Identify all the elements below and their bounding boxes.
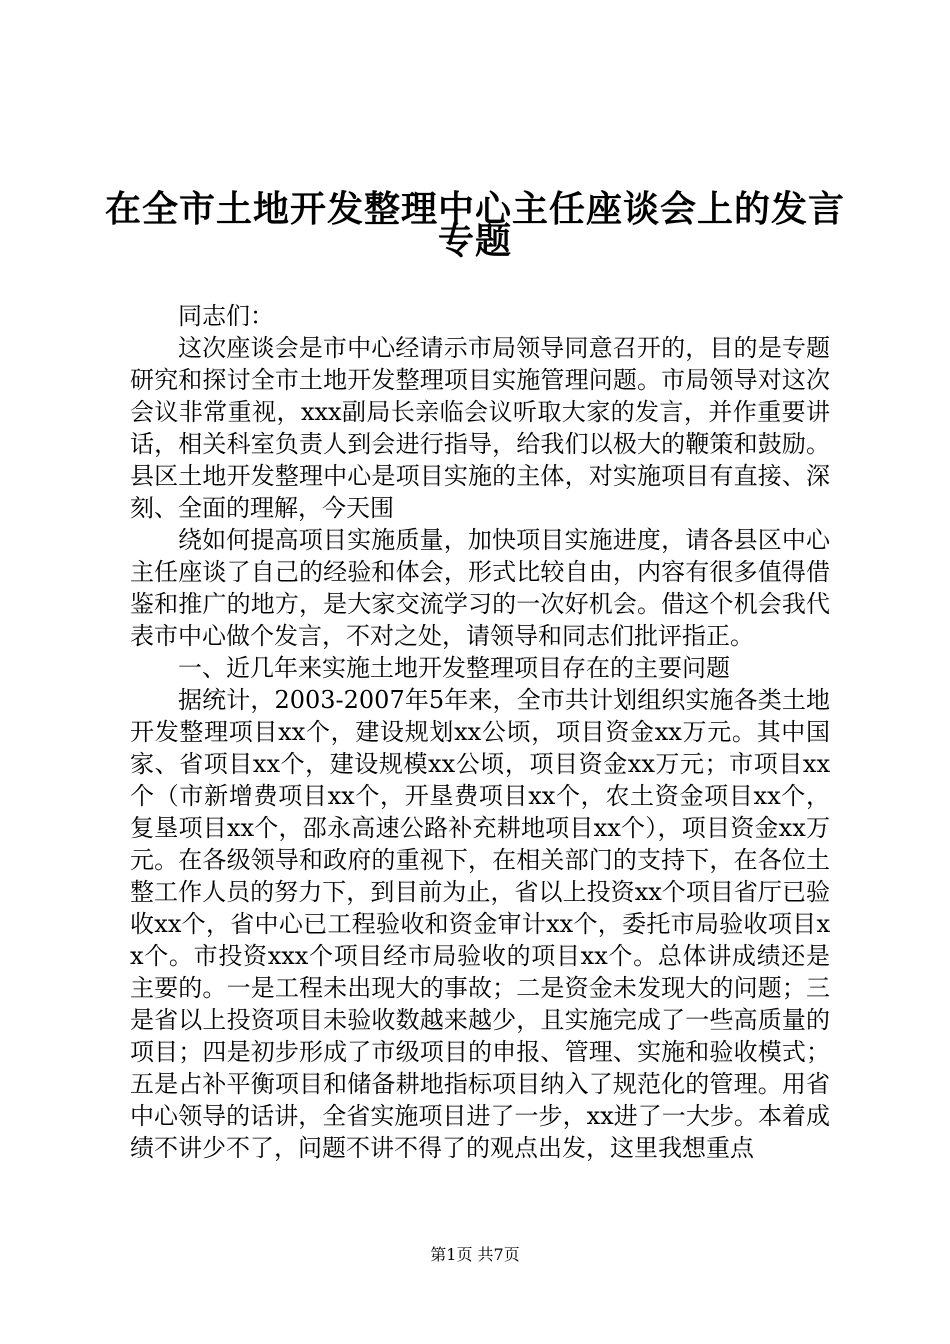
salutation: 同志们：: [178, 302, 274, 330]
paragraph: 据统计，2003-2007年5年来，全市共计划组织实施各类土地开发整理项目xx个，建设规划xx公顷，项目资金xx万元。其中国家、省项目xx个，建设规模xx公顷，项目资金xx万元；市项目xx个（市新增费项目xx个，开垦费项目xx个，农土资金项目xx个，复垦项目xx个，邵永高速公路补充耕地项目xx个），项目资金xx万元。在各级领导和政府的重视下，在相关部门的支持下，在各位土整工作人员的努力下，到目前为止，省以上投资xx个项目省厅已验收xx个，省中心已工程验收和资金审计xx个，委托市局验收项目xx个。市投资xxx个项目经市局验收的项目xx个。总体讲成绩还是主要的。一是工程未出现大的事故；二是资金未发现大的问题；三是省以上投资项目未验收数越来越少，且实施完成了一些高质量的项目；四是初步形成了市级项目的申报、管理、实施和验收模式；五是占补平衡项目和储备耕地指标项目纳入了规范化的管理。用省中心领导的话讲，全省实施项目进了一步，xx进了一大步。本着成绩不讲少不了，问题不讲不得了的观点出发，这里我想重点: [130, 686, 830, 1162]
page-footer: 第1页 共7页: [430, 1245, 520, 1264]
paragraph: 这次座谈会是市中心经请示市局领导同意召开的，目的是专题研究和探讨全市土地开发整理项目实施管理问题。市局领导对这次会议非常重视，xxx副局长亲临会议听取大家的发言，并作重要讲话，相关科室负责人到会进行指导，给我们以极大的鞭策和鼓励。县区土地开发整理中心是项目实施的主体，对实施项目有直接、深刻、全面的理解，今天围: [130, 334, 830, 522]
document-title-continued: 专题: [437, 221, 512, 262]
document-body: [130, 300, 830, 1164]
paragraph: 绕如何提高项目实施质量，加快项目实施进度，请各县区中心主任座谈了自己的经验和体会，形式比较自由，内容有很多值得借鉴和推广的地方，是大家交流学习的一次好机会。借这个机会我代表市中心做个发言，不对之处，请领导和同志们批评指正。: [130, 526, 830, 650]
document-title: 在全市土地开发整理中心主任座谈会上的发言: [104, 189, 845, 230]
section-heading: 一、近几年来实施土地开发整理项目存在的主要问题: [178, 654, 730, 682]
